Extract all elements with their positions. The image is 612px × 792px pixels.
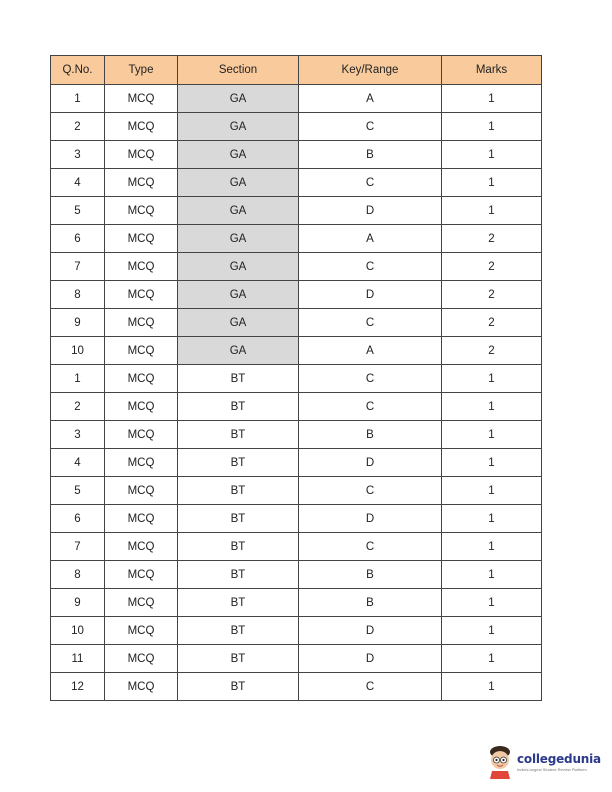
table-row xyxy=(51,253,542,281)
table-row xyxy=(51,673,542,701)
cell-marks: 1 xyxy=(442,365,542,393)
cell-type: MCQ xyxy=(105,337,178,365)
cell-key: D xyxy=(299,505,442,533)
cell-key: D xyxy=(299,281,442,309)
cell-section: BT xyxy=(178,533,299,561)
table-row xyxy=(51,141,542,169)
table-row xyxy=(51,505,542,533)
cell-qno: 4 xyxy=(51,169,105,197)
cell-qno: 8 xyxy=(51,281,105,309)
cell-marks: 1 xyxy=(442,169,542,197)
cell-marks: 2 xyxy=(442,309,542,337)
cell-section: GA xyxy=(178,85,299,113)
table-row xyxy=(51,421,542,449)
mascot-logo-icon xyxy=(487,745,513,779)
table-row xyxy=(51,169,542,197)
cell-key: C xyxy=(299,113,442,141)
cell-marks: 1 xyxy=(442,449,542,477)
cell-section: GA xyxy=(178,281,299,309)
cell-qno: 3 xyxy=(51,141,105,169)
table-row xyxy=(51,225,542,253)
cell-section: BT xyxy=(178,561,299,589)
brand-text xyxy=(517,752,601,772)
header-qno: Q.No. xyxy=(51,56,105,85)
cell-qno: 1 xyxy=(51,365,105,393)
cell-type: MCQ xyxy=(105,169,178,197)
cell-qno: 1 xyxy=(51,85,105,113)
cell-key: D xyxy=(299,617,442,645)
cell-type: MCQ xyxy=(105,85,178,113)
cell-key: C xyxy=(299,673,442,701)
table-row xyxy=(51,281,542,309)
cell-section: GA xyxy=(178,169,299,197)
cell-marks: 2 xyxy=(442,225,542,253)
cell-qno: 2 xyxy=(51,113,105,141)
table-row xyxy=(51,449,542,477)
cell-qno: 10 xyxy=(51,617,105,645)
cell-qno: 12 xyxy=(51,673,105,701)
table-row xyxy=(51,197,542,225)
cell-key: C xyxy=(299,393,442,421)
cell-type: MCQ xyxy=(105,281,178,309)
cell-type: MCQ xyxy=(105,421,178,449)
table-row xyxy=(51,533,542,561)
cell-marks: 2 xyxy=(442,253,542,281)
cell-type: MCQ xyxy=(105,561,178,589)
cell-section: BT xyxy=(178,617,299,645)
table-row xyxy=(51,113,542,141)
cell-type: MCQ xyxy=(105,533,178,561)
table-row xyxy=(51,617,542,645)
cell-section: BT xyxy=(178,589,299,617)
cell-qno: 9 xyxy=(51,589,105,617)
cell-section: BT xyxy=(178,393,299,421)
cell-type: MCQ xyxy=(105,449,178,477)
collegedunia-branding xyxy=(487,742,612,782)
cell-section: GA xyxy=(178,113,299,141)
cell-key: C xyxy=(299,477,442,505)
cell-key: A xyxy=(299,225,442,253)
cell-type: MCQ xyxy=(105,477,178,505)
cell-type: MCQ xyxy=(105,225,178,253)
cell-section: GA xyxy=(178,309,299,337)
cell-key: D xyxy=(299,645,442,673)
header-row xyxy=(51,56,542,85)
cell-marks: 2 xyxy=(442,337,542,365)
cell-key: D xyxy=(299,449,442,477)
cell-type: MCQ xyxy=(105,141,178,169)
table-row xyxy=(51,365,542,393)
cell-type: MCQ xyxy=(105,113,178,141)
brand-tagline: India's largest Student Review Platform xyxy=(517,767,587,772)
cell-section: GA xyxy=(178,253,299,281)
cell-qno: 5 xyxy=(51,477,105,505)
cell-key: C xyxy=(299,533,442,561)
cell-qno: 7 xyxy=(51,533,105,561)
cell-qno: 6 xyxy=(51,225,105,253)
cell-type: MCQ xyxy=(105,393,178,421)
cell-type: MCQ xyxy=(105,365,178,393)
cell-qno: 9 xyxy=(51,309,105,337)
cell-section: BT xyxy=(178,365,299,393)
cell-marks: 1 xyxy=(442,673,542,701)
cell-key: B xyxy=(299,561,442,589)
cell-marks: 1 xyxy=(442,505,542,533)
cell-key: C xyxy=(299,365,442,393)
table-body xyxy=(51,85,542,701)
cell-section: BT xyxy=(178,645,299,673)
cell-marks: 1 xyxy=(442,141,542,169)
header-section: Section xyxy=(178,56,299,85)
cell-key: A xyxy=(299,337,442,365)
cell-marks: 1 xyxy=(442,645,542,673)
cell-type: MCQ xyxy=(105,589,178,617)
cell-section: GA xyxy=(178,337,299,365)
cell-qno: 11 xyxy=(51,645,105,673)
cell-section: BT xyxy=(178,421,299,449)
cell-marks: 1 xyxy=(442,393,542,421)
cell-marks: 1 xyxy=(442,589,542,617)
cell-section: BT xyxy=(178,673,299,701)
cell-key: B xyxy=(299,589,442,617)
cell-key: C xyxy=(299,253,442,281)
cell-key: A xyxy=(299,85,442,113)
cell-key: C xyxy=(299,309,442,337)
table-row xyxy=(51,477,542,505)
cell-type: MCQ xyxy=(105,617,178,645)
cell-marks: 1 xyxy=(442,477,542,505)
cell-section: BT xyxy=(178,449,299,477)
cell-marks: 1 xyxy=(442,113,542,141)
cell-key: C xyxy=(299,169,442,197)
cell-qno: 8 xyxy=(51,561,105,589)
cell-qno: 6 xyxy=(51,505,105,533)
cell-type: MCQ xyxy=(105,309,178,337)
cell-marks: 1 xyxy=(442,617,542,645)
cell-section: BT xyxy=(178,505,299,533)
cell-qno: 3 xyxy=(51,421,105,449)
cell-qno: 7 xyxy=(51,253,105,281)
cell-marks: 1 xyxy=(442,421,542,449)
cell-section: BT xyxy=(178,477,299,505)
table-row xyxy=(51,309,542,337)
cell-type: MCQ xyxy=(105,645,178,673)
cell-type: MCQ xyxy=(105,253,178,281)
cell-marks: 1 xyxy=(442,85,542,113)
cell-key: B xyxy=(299,141,442,169)
header-key-range: Key/Range xyxy=(299,56,442,85)
table-row xyxy=(51,85,542,113)
header-type: Type xyxy=(105,56,178,85)
cell-section: GA xyxy=(178,197,299,225)
cell-qno: 5 xyxy=(51,197,105,225)
table-row xyxy=(51,337,542,365)
cell-qno: 10 xyxy=(51,337,105,365)
cell-type: MCQ xyxy=(105,505,178,533)
cell-type: MCQ xyxy=(105,673,178,701)
cell-type: MCQ xyxy=(105,197,178,225)
cell-qno: 4 xyxy=(51,449,105,477)
table-row xyxy=(51,589,542,617)
cell-marks: 1 xyxy=(442,533,542,561)
cell-key: D xyxy=(299,197,442,225)
table-row xyxy=(51,561,542,589)
table-row xyxy=(51,645,542,673)
cell-section: GA xyxy=(178,141,299,169)
cell-section: GA xyxy=(178,225,299,253)
header-marks: Marks xyxy=(442,56,542,85)
table-row xyxy=(51,393,542,421)
cell-qno: 2 xyxy=(51,393,105,421)
answer-key-table xyxy=(50,55,542,701)
cell-marks: 1 xyxy=(442,561,542,589)
cell-key: B xyxy=(299,421,442,449)
cell-marks: 1 xyxy=(442,197,542,225)
cell-marks: 2 xyxy=(442,281,542,309)
brand-name: collegedunia xyxy=(517,752,601,766)
